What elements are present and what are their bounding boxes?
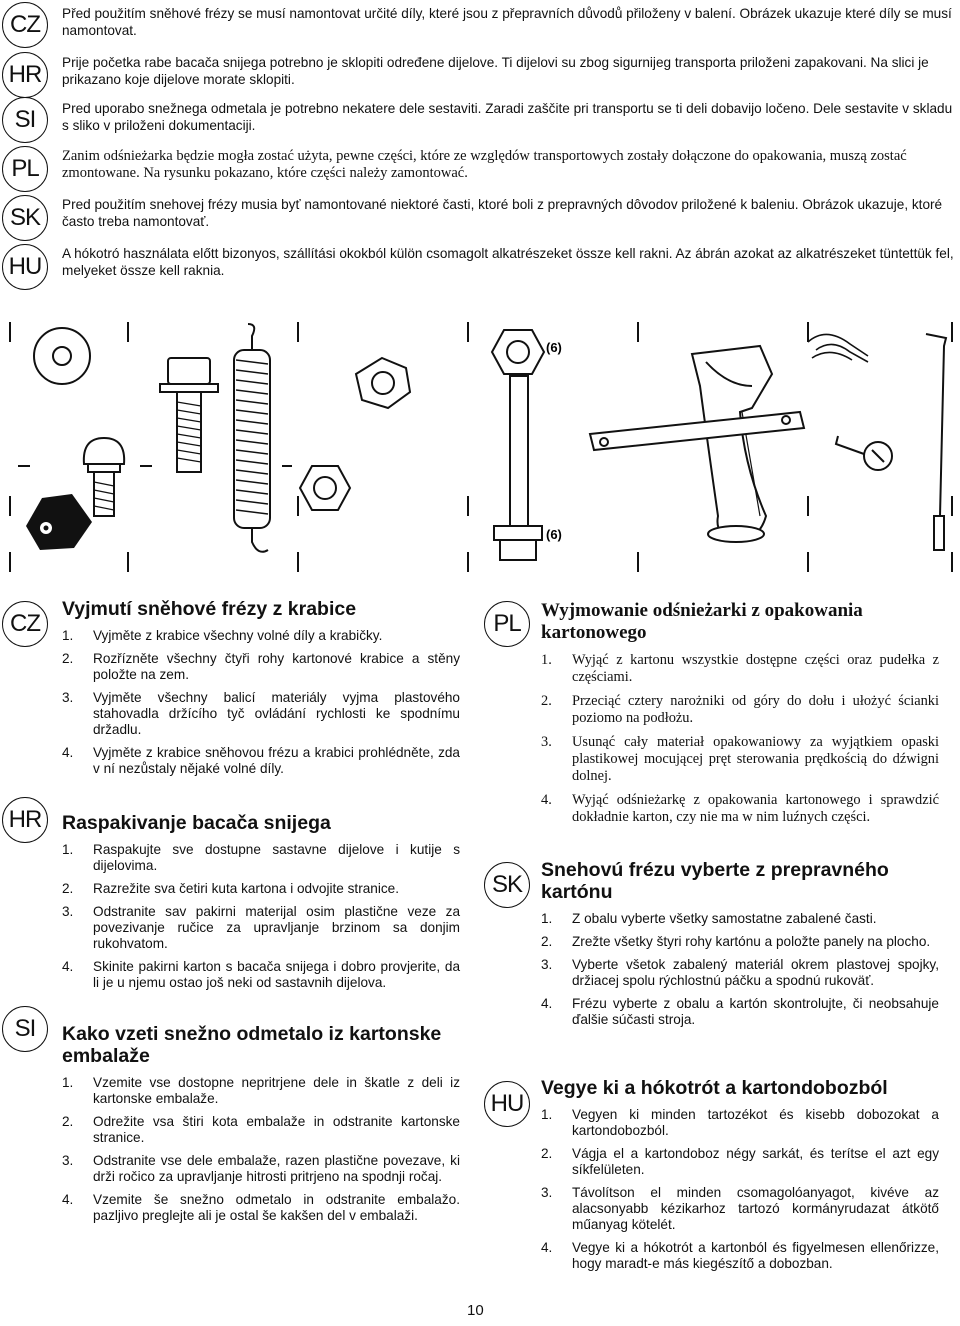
key-icon bbox=[836, 436, 892, 470]
steps-list-cz bbox=[62, 628, 460, 777]
section-si bbox=[62, 1023, 460, 1231]
list-item: 3. Odstranite sav pakirni materijal osim plastične veze za povezivanje ručice za upravljanje brzinom sa donjim rukohvatom. bbox=[62, 904, 460, 951]
section-badge-pl: PL bbox=[484, 601, 530, 647]
section-sk bbox=[541, 859, 939, 1035]
section-cz bbox=[62, 598, 460, 784]
chute-icon bbox=[692, 346, 772, 542]
section-badge-cz: CZ bbox=[2, 601, 48, 647]
list-item: 1. Raspakujte sve dostupne sastavne dijelove i kutije s dijelovima. bbox=[62, 842, 460, 873]
figure-frame bbox=[10, 322, 952, 572]
list-item: 1. Vzemite vse dostopne nepritrjene dele in škatle z deli iz kartonske embalaže. bbox=[62, 1075, 460, 1106]
list-item: 2. Przeciąć cztery narożniki od góry do dołu i ułożyć ścianki poziomo na podłożu. bbox=[541, 693, 939, 726]
washer-icon bbox=[34, 328, 90, 384]
list-item: 1. Vyjměte z krabice všechny volné díly a krabičky. bbox=[62, 628, 383, 643]
intro-pl: Zanim odśnieżarka będzie mogła zostać użyta, pewne części, które ze względów transportowych zostały dołączone do opakowania, muszą zostać zmontowane. Na rysunku pokazano, które części należy zamontować. bbox=[62, 148, 907, 181]
list-item: 2. Rozřízněte všechny čtyři rohy kartonové krabice a stěny položte na zem. bbox=[62, 651, 460, 682]
spring-icon bbox=[234, 324, 270, 552]
intro-hr: Prije početka rabe bacača snijega potrebno je sklopiti određene dijelove. Ti dijelovi su zbog sigurnijeg transporta priloženi zapakovani. Na slici je prikazano koje dijelove morate sklopiti. bbox=[62, 55, 929, 87]
intro-sk: Pred použitím snehovej frézy musia byť namontované niektoré časti, ktoré boli z prepravných dôvodov priložené k baleniu. Obrázok ukazuje, ktoré často treba namontovať. bbox=[62, 197, 943, 229]
list-item: 2. Odrežite vsa štiri kota embalaže in odstranite kartonske stranice. bbox=[62, 1114, 460, 1145]
list-item: 4. Vegye ki a hókotrót a kartonból és figyelmesen ellenőrizze, hogy maradt-e más kiegészítő a dobozban. bbox=[541, 1240, 939, 1271]
lang-badge-si: SI bbox=[2, 97, 48, 143]
steps-list-hu bbox=[541, 1107, 939, 1272]
list-item: 2. Vágja el a kartondoboz négy sarkát, és terítse el azt egy síkfelületen. bbox=[541, 1146, 939, 1177]
steps-list-hr bbox=[62, 842, 460, 991]
steps-list-si bbox=[62, 1075, 460, 1224]
list-item: 3. Távolítson el minden csomagolóanyagot, kivéve az alacsonyabb kézikarhoz tartozó kormányrudazat átkötő műanyag kötelét. bbox=[541, 1185, 939, 1232]
list-item: 4. Vyjměte z krabice sněhovou frézu a krabici prohlédněte, zda v ní nezůstaly nějaké volné díly. bbox=[62, 745, 460, 776]
list-item: 1. Wyjąć z kartonu wszystkie dostępne części oraz pudełka z częściami. bbox=[541, 652, 939, 685]
list-item: 2. Razrežite sva četiri kuta kartona i odvojite stranice. bbox=[62, 881, 399, 896]
lang-badge-pl: PL bbox=[2, 146, 48, 192]
list-item: 3. Vyjměte všechny balicí materiály vyjma plastového stahovadla držícího tyč ovládání rychlosti ke spodnímu držadlu. bbox=[62, 690, 460, 737]
section-pl bbox=[541, 600, 939, 833]
list-item: 4. Skinite pakirni karton s bacača snijega i dobro provjerite, da li je u njemu ostao još neki od sastavnih dijelova. bbox=[62, 959, 460, 990]
section-title-hu: Vegye ki a hókotrót a kartondobozból bbox=[541, 1077, 888, 1099]
list-item: 4. Wyjąć odśnieżarkę z opakowania kartonowego i sprawdzić dokładnie karton, czy nie ma w nim luźnych części. bbox=[541, 792, 939, 825]
qty-label-bottom: (6) bbox=[546, 527, 562, 542]
hairpin-clip-icon bbox=[808, 334, 868, 362]
list-item: 4. Vzemite še snežno odmetalo in odstranite embalažo. pazljivo preglejte ali je ostal še kakšen del v embalaži. bbox=[62, 1192, 460, 1223]
control-rod-icon bbox=[926, 334, 946, 550]
section-badge-hu: HU bbox=[484, 1081, 530, 1127]
list-item: 1. Z obalu vyberte všetky samostatne zabalené časti. bbox=[541, 911, 877, 926]
page-number: 10 bbox=[467, 1302, 484, 1319]
section-title-hr: Raspakivanje bacača snijega bbox=[62, 812, 331, 834]
lang-badge-hu: HU bbox=[2, 244, 48, 290]
intro-hu: A hókotró használata előtt bizonyos, szállítási okokból külön csomagolt alkatrészeket össze kell rakni. Az ábrán azokat az alkatrészeket tüntettük fel, melyeket össze kell raknia. bbox=[62, 246, 954, 278]
section-badge-hr: HR bbox=[2, 797, 48, 843]
list-item: 3. Usunąć cały materiał opakowaniowy za wyjątkiem opaski plastikowej mocującej pręt sterowania prędkością do dźwigni dolnej. bbox=[541, 734, 939, 784]
steps-list-pl bbox=[541, 652, 939, 826]
section-badge-sk: SK bbox=[484, 862, 530, 908]
steps-list-sk bbox=[541, 911, 939, 1028]
list-item: 1. Vegyen ki minden tartozékot és kisebb dobozokat a kartondobozból. bbox=[541, 1107, 939, 1138]
knob-icon bbox=[26, 494, 92, 550]
section-title-cz: Vyjmutí sněhové frézy z krabice bbox=[62, 598, 357, 620]
section-hr bbox=[62, 812, 460, 998]
section-title-si: Kako vzeti snežno odmetalo iz kartonske embalaže bbox=[62, 1023, 442, 1067]
lock-nut-icon bbox=[300, 466, 350, 510]
section-title-sk: Snehovú frézu vyberte z prepravného kartónu bbox=[541, 859, 889, 903]
intro-cz: Před použitím sněhové frézy se musí namontovat určité díly, které jsou z přepravních důvodů přiloženy v balení. Obrázek ukazuje které díly se musí namontovat. bbox=[62, 6, 952, 38]
intro-si: Pred uporabo snežnega odmetala je potrebno nekatere dele sestaviti. Zaradi zaščite pri transportu se ti deli dobavijo ločeno. Dele sestavite v skladu s sliko v priloženi dokumentaciji. bbox=[62, 101, 953, 133]
lang-badge-sk: SK bbox=[2, 195, 48, 241]
section-badge-si: SI bbox=[2, 1006, 48, 1052]
lang-badge-hr: HR bbox=[2, 52, 48, 98]
list-item: 2. Zrežte všetky štyri rohy kartónu a položte panely na plocho. bbox=[541, 934, 931, 949]
list-item: 3. Odstranite vse dele embalaže, razen plastične povezave, ki drži ročico za upravljanje hitrosti pritrjeno na spodnji ročaj. bbox=[62, 1153, 460, 1184]
section-hu bbox=[541, 1077, 939, 1279]
bolt-icon bbox=[160, 358, 218, 472]
lang-badge-cz: CZ bbox=[2, 2, 48, 48]
qty-label-top: (6) bbox=[546, 340, 562, 355]
list-item: 3. Vyberte všetok zabalený materiál okrem plastovej spojky, držiacej spolu rýchlostnú páčku a spodnú rukoväť. bbox=[541, 957, 939, 988]
section-title-pl: Wyjmowanie odśnieżarki z opakowania kartonowego bbox=[541, 600, 863, 643]
long-bolt-icon bbox=[492, 330, 544, 560]
bracket-icon bbox=[590, 412, 804, 450]
parts-figure bbox=[0, 316, 960, 574]
carriage-bolt-icon bbox=[84, 438, 124, 516]
list-item: 4. Frézu vyberte z obalu a kartón skontrolujte, či neobsahuje ďalšie súčasti stroja. bbox=[541, 996, 939, 1027]
lock-nut-icon bbox=[356, 358, 410, 408]
